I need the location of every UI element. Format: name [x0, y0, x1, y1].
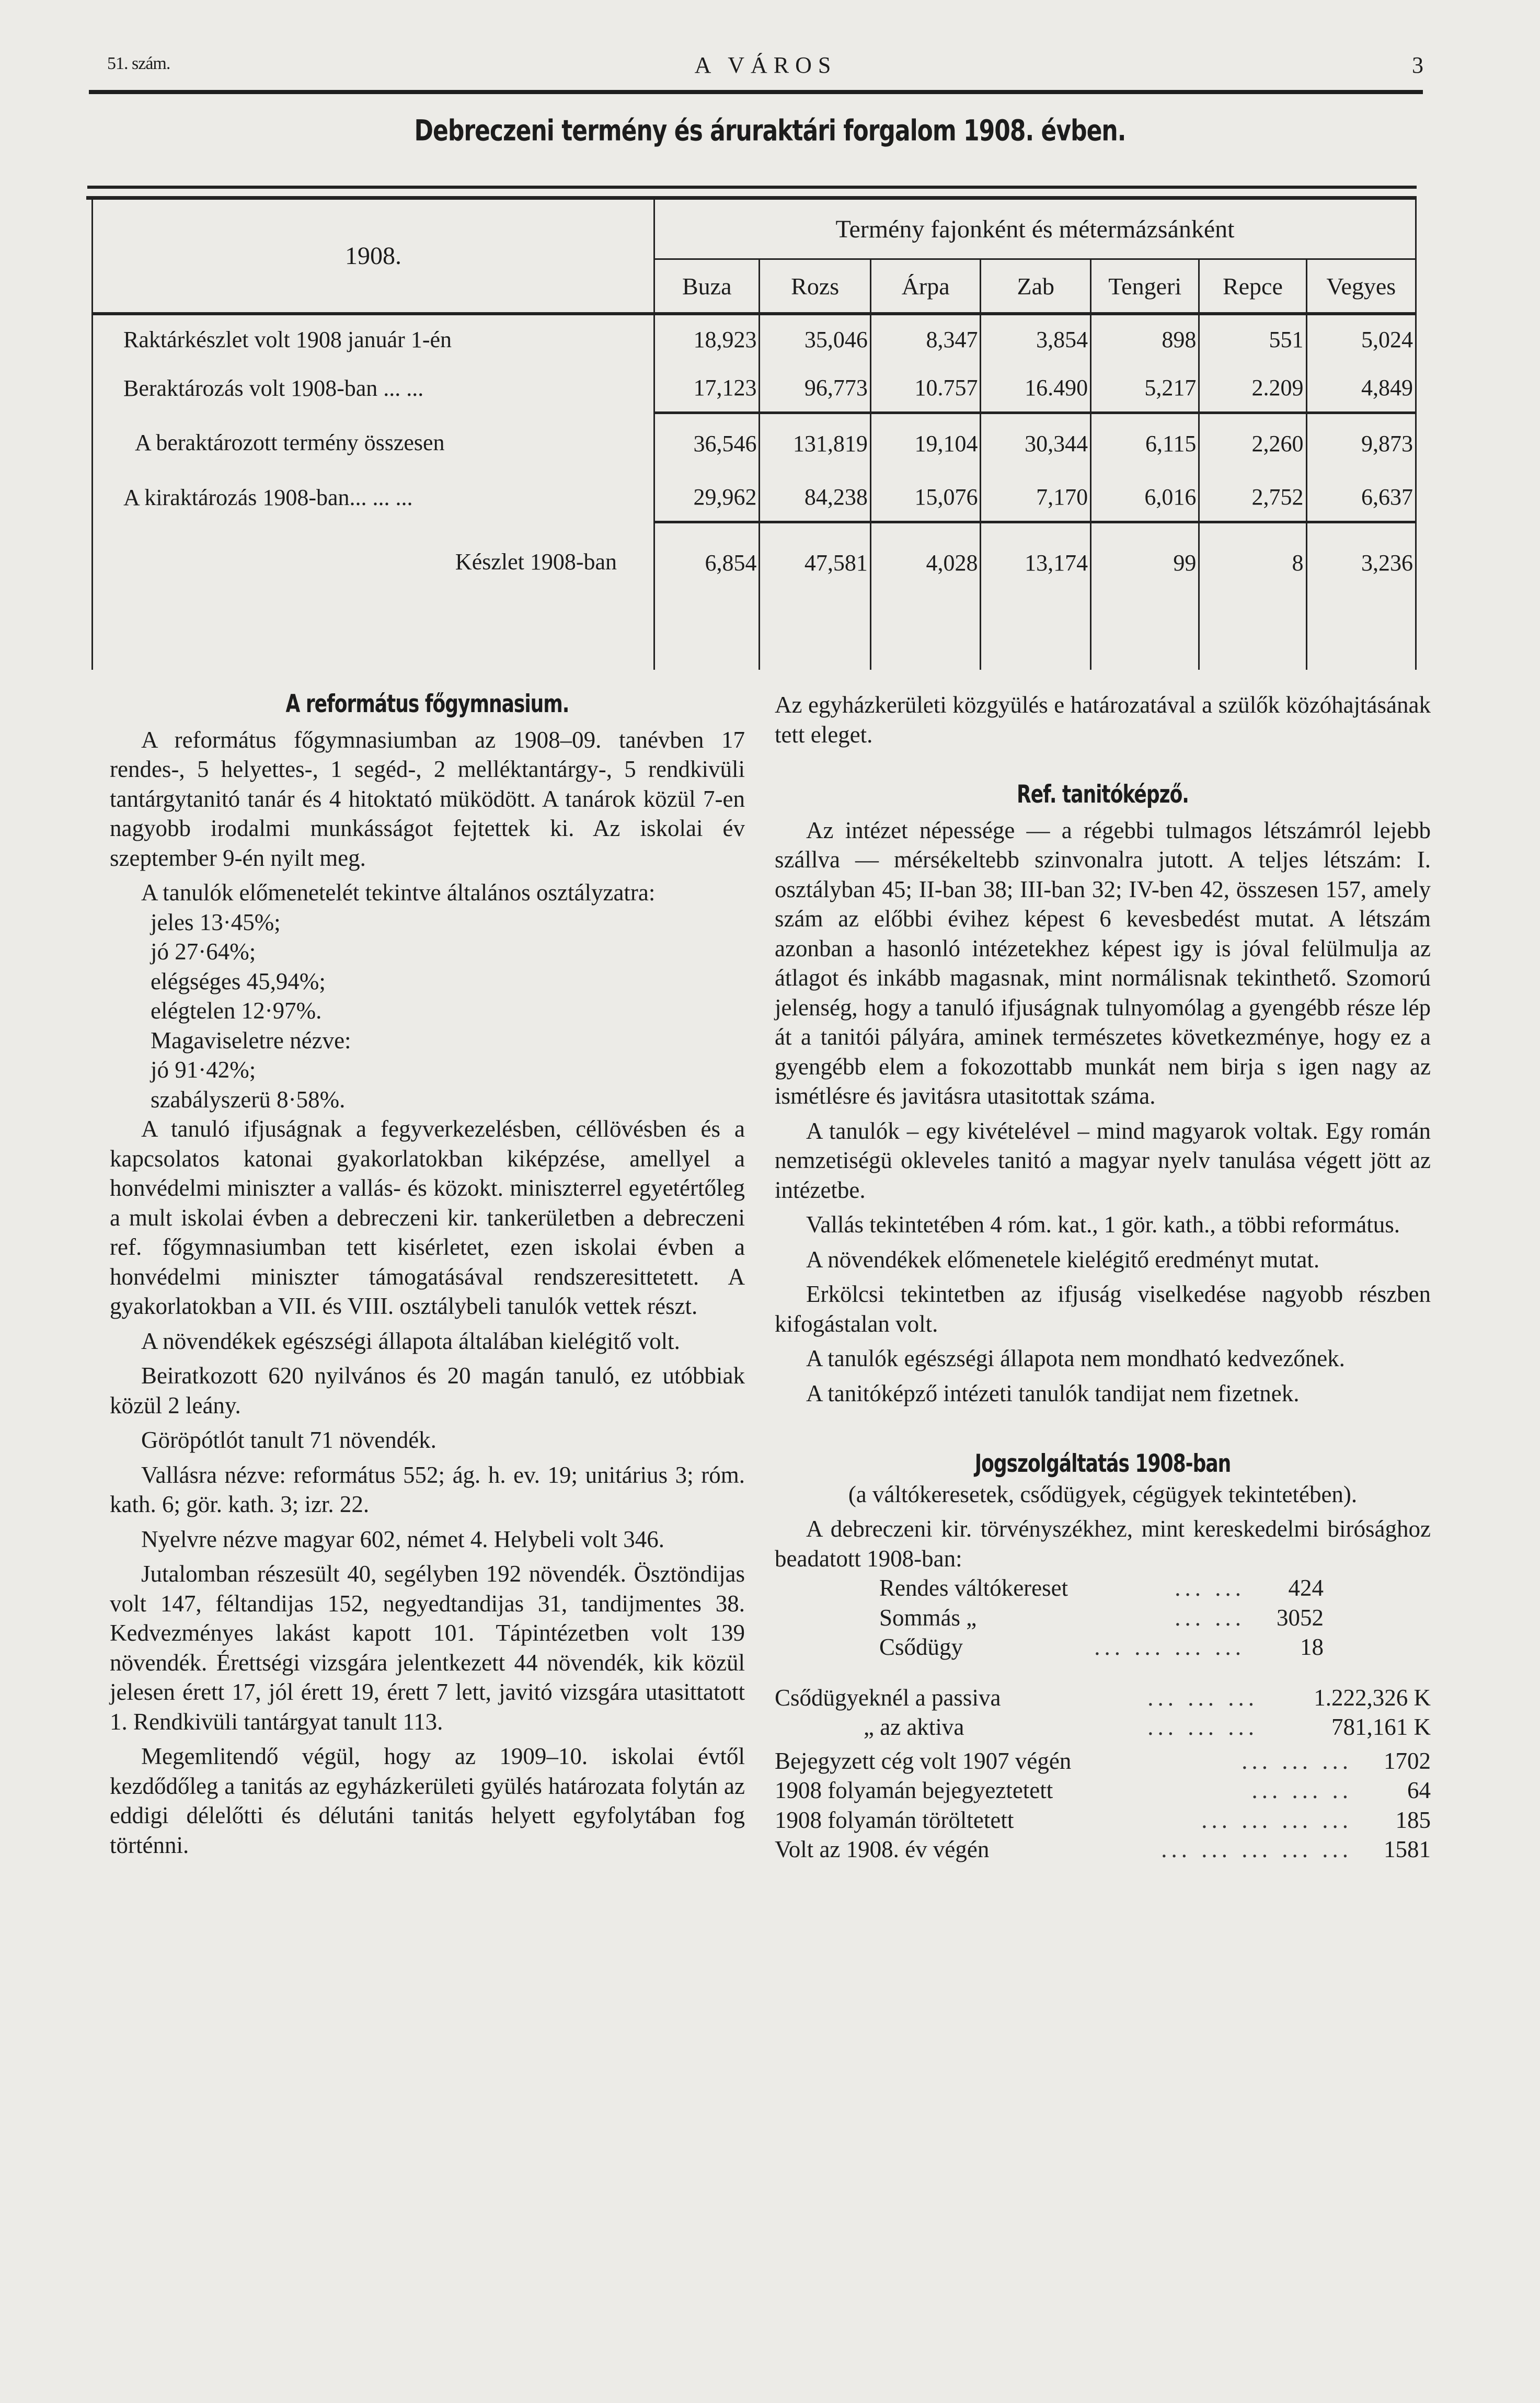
- issue-number: 51. szám.: [107, 54, 170, 73]
- bankruptcy-list: [775, 1683, 1431, 1742]
- item-value: 1.222,326 K: [1314, 1684, 1431, 1711]
- paragraph: A növendékek előmenetele kielégitő eredményt mutat.: [806, 1246, 1320, 1273]
- grade-item: jeles 13·45%;: [151, 909, 281, 935]
- year-header: 1908.: [93, 200, 654, 314]
- item-label: Sommás „: [879, 1604, 977, 1631]
- conduct-item: szabályszerü 8·58%.: [151, 1086, 346, 1113]
- grade-item: elégséges 45,94%;: [151, 968, 326, 994]
- item-label: Bejegyzett cég volt 1907 végén: [775, 1747, 1072, 1774]
- cell: 3,854: [981, 314, 1091, 363]
- paragraph: A növendékek egészségi állapota általában kielégitő volt.: [141, 1328, 680, 1354]
- table-row: [93, 473, 1416, 522]
- cell: 6,637: [1306, 473, 1416, 522]
- left-column: [110, 690, 745, 1860]
- item-value: 3052: [1277, 1604, 1324, 1631]
- right-column: [775, 690, 1431, 1864]
- paragraph: Megemlitendő végül, hogy az 1909–10. iskolai évtől kezdődőleg a tanitás az egyházkerületi gyülés határozata folytán az eddigi délelőtti és délutáni tanitás helyett egyfolytában fog történni.: [110, 1743, 745, 1858]
- cell: 2.209: [1199, 363, 1306, 413]
- grade-item: jó 27·64%;: [151, 939, 256, 965]
- table-row: [93, 314, 1416, 363]
- paragraph: Beiratkozott 620 nyilvános és 20 magán tanuló, ez utóbbiak közül 2 leány.: [110, 1363, 745, 1418]
- leader-dots: ... ... ...: [1147, 1714, 1258, 1740]
- cell: 29,962: [654, 473, 760, 522]
- item-label: 1908 folyamán töröltetett: [775, 1806, 1014, 1833]
- cell: 30,344: [981, 413, 1091, 473]
- list-item: [879, 1603, 1324, 1633]
- cell: 5,217: [1091, 363, 1199, 413]
- cell: 99: [1091, 522, 1199, 602]
- table-title: Debreczeni termény és áruraktári forgalom 1908. évben.: [414, 114, 1126, 148]
- cell: 898: [1091, 314, 1199, 363]
- col-header-repce: Repce: [1199, 259, 1306, 314]
- cell: 7,170: [981, 473, 1091, 522]
- cell: 8,347: [870, 314, 981, 363]
- leader-dots: ... ...: [1175, 1575, 1245, 1601]
- row-label: A kiraktározás 1908-ban... ... ...: [93, 473, 654, 522]
- paragraph: A református főgymnasiumban az 1908–09. tanévben 17 rendes-, 5 helyettes-, 1 segéd-, 2 melléktantárgy-, 5 rendkivüli tantárgytanitó tanár és 4 hitoktató müködött. A tanárok közül 7-en nagyobb irodalmi munkásságot fejtettek ki. Az iskolai év szeptember 9-én nyilt meg.: [110, 726, 745, 871]
- cell: 4,028: [870, 522, 981, 602]
- section-title-teacher-college: Ref. tanitóképző.: [1017, 781, 1189, 809]
- item-value: 18: [1300, 1634, 1324, 1660]
- paragraph: Erkölcsi tekintetben az ifjuság viselkedése nagyobb részben kifogástalan volt.: [775, 1281, 1431, 1337]
- cell: 17,123: [654, 363, 760, 413]
- cell: 9,873: [1306, 413, 1416, 473]
- table-row: [93, 413, 1416, 473]
- cell: 5,024: [1306, 314, 1416, 363]
- list-item: [879, 1573, 1324, 1603]
- cell: 3,236: [1306, 522, 1416, 602]
- cell: 35,046: [760, 314, 870, 363]
- cell: 4,849: [1306, 363, 1416, 413]
- cell: 8: [1199, 522, 1306, 602]
- cell: 84,238: [760, 473, 870, 522]
- row-label: A beraktározott termény összesen: [93, 413, 654, 473]
- col-header-zab: Zab: [981, 259, 1091, 314]
- page-number: 3: [1412, 52, 1423, 78]
- table-row: [93, 522, 1416, 602]
- conduct-item: jó 91·42%;: [151, 1057, 256, 1083]
- col-header-rozs: Rozs: [760, 259, 870, 314]
- item-value: 1702: [1384, 1747, 1431, 1774]
- cell: 13,174: [981, 522, 1091, 602]
- cell: 16.490: [981, 363, 1091, 413]
- paragraph: A tanulók – egy kivételével – mind magyarok voltak. Egy román nemzetiségü okleveles tanitó a magyar nyelv tanulása végett jött az intézetbe.: [775, 1117, 1431, 1203]
- row-label: Beraktározás volt 1908-ban ... ...: [93, 363, 654, 413]
- table-tail: [93, 602, 1416, 670]
- paragraph: Vallás tekintetében 4 róm. kat., 1 gör. kath., a többi református.: [806, 1211, 1400, 1238]
- paragraph: Vallásra nézve: református 552; ág. h. ev. 19; unitárius 3; róm. kath. 6; gör. kath. 3; izr. 22.: [110, 1461, 745, 1517]
- col-header-buza: Buza: [654, 259, 760, 314]
- section-subtitle: (a váltókeresetek, csődügyek, cégügyek tekintetében).: [848, 1481, 1358, 1507]
- section-title-gymnasium: A református főgymnasium.: [285, 690, 569, 718]
- table-row: [93, 363, 1416, 413]
- paragraph: A debreczeni kir. törvényszékhez, mint kereskedelmi birósághoz beadatott 1908-ban:: [775, 1516, 1431, 1572]
- row-label: Készlet 1908-ban: [93, 522, 654, 602]
- conduct-label: Magaviseletre nézve:: [151, 1027, 351, 1054]
- paragraph: A tanuló ifjuságnak a fegyverkezelésben, céllövésben és a kapcsolatos katonai gyakorlatokban kiképzése, amellyel a honvédelmi miniszter a vallás- és közokt. miniszterrel egyetértőleg a mult iskolai évben a debreczeni kir. tankerületben a debreczeni ref. főgymnasiumban tett kisérletet, ezen iskolai évben a honvédelmi miniszter támogatásával rendszeresittetett. A gyakorlatokban a VII. és VIII. osztálybeli tanulók vettek részt.: [110, 1116, 745, 1319]
- list-item: [775, 1835, 1431, 1864]
- cell: 18,923: [654, 314, 760, 363]
- firms-list: [775, 1746, 1431, 1864]
- running-head: [107, 50, 1424, 81]
- col-header-tengeri: Tengeri: [1091, 259, 1199, 314]
- paragraph: A tanitóképző intézeti tanulók tandijat nem fizetnek.: [806, 1380, 1300, 1406]
- cell: 2,260: [1199, 413, 1306, 473]
- paragraph: Az egyházkerületi közgyülés e határozatával a szülők közóhajtásának tett eleget.: [775, 692, 1431, 748]
- col-header-arpa: Árpa: [870, 259, 981, 314]
- item-value: 185: [1395, 1806, 1431, 1833]
- item-label: „ az aktiva: [864, 1714, 964, 1740]
- list-item: [775, 1746, 1431, 1776]
- item-value: 781,161 K: [1331, 1714, 1431, 1740]
- paragraph: Jutalomban részesült 40, segélyben 192 növendék. Ösztöndijas volt 147, féltandijas 152, negyedtandijas 31, tandijmentes 38. Kedvezményes lakást kapott 101. Tápintézetben volt 139 növendék. Érettségi vizsgára jelentkezett 44 növendék, kik közül jelesen érett 17, jól érett 19, érett 7 lett, javitó vizsgára utasittatott 1. Rendkivüli tantárgyat tanult 113.: [110, 1561, 745, 1735]
- paragraph: A tanulók előmenetelét tekintve általános osztályzatra:: [141, 879, 656, 906]
- item-value: 64: [1407, 1777, 1431, 1803]
- list-item: [879, 1632, 1324, 1662]
- row-label: Raktárkészlet volt 1908 január 1-én: [93, 314, 654, 363]
- list-item: [775, 1776, 1431, 1805]
- item-value: 1581: [1384, 1836, 1431, 1862]
- leader-dots: ... ... ..: [1251, 1777, 1352, 1803]
- item-value: 424: [1288, 1575, 1324, 1601]
- list-item: [775, 1712, 1431, 1742]
- cell: 551: [1199, 314, 1306, 363]
- filings-list: [775, 1573, 1324, 1662]
- grade-item: elégtelen 12·97%.: [151, 998, 322, 1024]
- group-header: Termény fajonként és métermázsánként: [654, 200, 1416, 259]
- cell: 47,581: [760, 522, 870, 602]
- table-top-rule-2: [86, 196, 1417, 200]
- cell: 96,773: [760, 363, 870, 413]
- item-label: Csődügyeknél a passiva: [775, 1684, 1001, 1711]
- paragraph: Az intézet népessége — a régebbi tulmagos létszámról lejebb szállva — mérsékeltebb szinvonalra jutott. A teljes létszám: I. osztályban 45; II-ban 38; III-ban 32; IV-ben 42, összesen 157, amely szám az előbbi évihez képest 6 kevesbedést mutat. A létszám azonban a hasonló intézetekhez képest igy is jóval felülmulja az átlagot és inkább magasnak, mint normálisnak tekinthető. Szomorú jelenség, hogy a tanuló ifjuságnak tulnyomólag a gyengébb része lép át a tanitói pályára, aminek természetes következménye, hogy ez a gyengébb elem a fokozottabb munkát nem birja s igen nagy az ismétlésre és javitásra utasitottak száma.: [775, 817, 1431, 1109]
- cell: 6,115: [1091, 413, 1199, 473]
- grain-traffic-table: [91, 200, 1417, 670]
- leader-dots: ... ... ... ... ...: [1161, 1836, 1352, 1862]
- leader-dots: ... ... ... ...: [1201, 1806, 1352, 1833]
- item-label: Rendes váltókereset: [879, 1575, 1068, 1601]
- list-item: [775, 1805, 1431, 1835]
- leader-dots: ... ... ... ...: [1094, 1634, 1245, 1660]
- table-top-rule: [87, 186, 1417, 189]
- paragraph: Göröpótlót tanult 71 növendék.: [141, 1427, 436, 1453]
- section-title-jurisdiction: Jogszolgáltatás 1908-ban: [974, 1450, 1231, 1478]
- leader-dots: ... ...: [1175, 1604, 1245, 1631]
- cell: 10.757: [870, 363, 981, 413]
- cell: 6,854: [654, 522, 760, 602]
- cell: 6,016: [1091, 473, 1199, 522]
- col-header-vegyes: Vegyes: [1306, 259, 1416, 314]
- cell: 131,819: [760, 413, 870, 473]
- masthead: A VÁROS: [694, 52, 837, 78]
- cell: 15,076: [870, 473, 981, 522]
- cell: 36,546: [654, 413, 760, 473]
- cell: 2,752: [1199, 473, 1306, 522]
- leader-dots: ... ... ...: [1242, 1747, 1352, 1774]
- item-label: Csődügy: [879, 1634, 963, 1660]
- leader-dots: ... ... ...: [1147, 1684, 1258, 1711]
- header-rule: [89, 90, 1423, 94]
- cell: 19,104: [870, 413, 981, 473]
- paragraph: Nyelvre nézve magyar 602, német 4. Helybeli volt 346.: [141, 1526, 664, 1552]
- list-item: [775, 1683, 1431, 1713]
- paragraph: A tanulók egészségi állapota nem mondható kedvezőnek.: [806, 1345, 1345, 1371]
- item-label: 1908 folyamán bejegyeztetett: [775, 1777, 1053, 1803]
- item-label: Volt az 1908. év végén: [775, 1836, 990, 1862]
